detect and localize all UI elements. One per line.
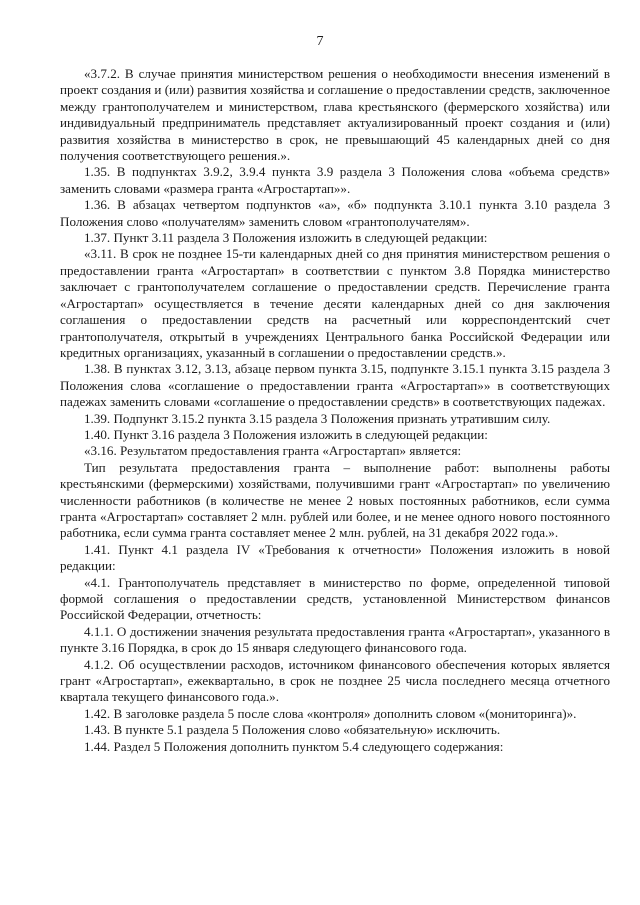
paragraph-1-42: 1.42. В заголовке раздела 5 после слова «контроля» дополнить словом «(мониторинга)». xyxy=(84,705,577,721)
paragraph-3-16: «3.16. Результатом предоставления гранта «Агростартап» является: xyxy=(84,443,462,459)
paragraph-result-type: Тип результата предоставления гранта – выполнение работ: выполнены работы крестьянскими (фермерскими) хозяйствами, получившими грант «Агростартап» по увеличению численности работников (в количестве не менее 2 новых постоянных работников, если сумма гранта «Агростартап» составляет 2 млн. рублей или более, и не менее одного нового постоянного работника, если сумма гранта составляет менее 2 млн. рублей, на 31 декабря 2022 года.». xyxy=(60,459,610,541)
paragraph-4-1-1: 4.1.1. О достижении значения результата предоставления гранта «Агростартап», указанного в пункте 3.16 Порядка, в срок до 15 января следующего финансового года. xyxy=(60,623,610,656)
paragraph-1-36: 1.36. В абзацах четвертом подпунктов «а», «б» подпункта 3.10.1 пункта 3.10 раздела 3 Положения слово «получателям» заменить словом «грантополучателям». xyxy=(60,197,610,229)
paragraph-1-38: 1.38. В пунктах 3.12, 3.13, абзаце первом пункта 3.15, подпункте 3.15.1 пункта 3.15 раздела 3 Положения слова «соглашение о предоставлении гранта «Агростартап»» в соответствующих падежах заменить словами «соглашение о предоставлении средств» в соответствующих падежах. xyxy=(60,361,610,410)
paragraph-3-7-2: «3.7.2. В случае принятия министерством решения о необходимости внесения изменений в проект создания и (или) развития хозяйства и соглашение о предоставлении средств, заключенное между грантополучателем и министерством, глава крестьянского (фермерского хозяйства) или индивидуальный предприниматель представляет актуализированный проект создания и (или) развития хозяйства в министерство в срок, не превышающий 45 календарных дней со дня получения соответствующего решения.». xyxy=(60,66,610,164)
paragraph-1-35: 1.35. В подпунктах 3.9.2, 3.9.4 пункта 3.9 раздела 3 Положения слова «объема средств» заменить словами «размера гранта «Агростартап»». xyxy=(60,164,610,196)
paragraph-1-43: 1.43. В пункте 5.1 раздела 5 Положения слово «обязательную» исключить. xyxy=(84,722,501,738)
paragraph-3-11: «3.11. В срок не позднее 15-ти календарных дней со дня принятия министерством решения о предоставлении гранта «Агростартап» в соответствии с пунктом 3.8 Порядка министерство заключает с грантополучателем соглашение о предоставлении средств. Перечисление гранта «Агростартап» осуществляется в течение десяти календарных дней со дня заключения соглашения о предоставлении средств на расчетный или корреспондентский счет грантополучателя, открытый в учреждениях Центрального банка Российской Федерации или кредитных организациях, указанный в соглашении о предоставлении средств.». xyxy=(60,246,610,360)
paragraph-1-41: 1.41. Пункт 4.1 раздела IV «Требования к отчетности» Положения изложить в новой редакции: xyxy=(60,541,610,574)
paragraph-1-39: 1.39. Подпункт 3.15.2 пункта 3.15 раздела 3 Положения признать утратившим силу. xyxy=(84,410,551,426)
paragraph-4-1-2: 4.1.2. Об осуществлении расходов, источником финансового обеспечения которых является грант «Агростартап», ежеквартально, в срок не позднее 25 числа последнего месяца отчетного квартала текущего финансового года.». xyxy=(60,656,610,705)
paragraph-1-40: 1.40. Пункт 3.16 раздела 3 Положения изложить в следующей редакции: xyxy=(84,426,488,442)
document-body xyxy=(60,66,610,755)
paragraph-1-44: 1.44. Раздел 5 Положения дополнить пунктом 5.4 следующего содержания: xyxy=(84,738,504,754)
page-number: 7 xyxy=(316,34,324,49)
paragraph-1-37: 1.37. Пункт 3.11 раздела 3 Положения изложить в следующей редакции: xyxy=(84,230,488,246)
paragraph-4-1: «4.1. Грантополучатель представляет в министерство по форме, определенной типовой формой соглашения о предоставлении средств, установленной Министерством финансов Российской Федерации, отчетность: xyxy=(60,574,610,623)
